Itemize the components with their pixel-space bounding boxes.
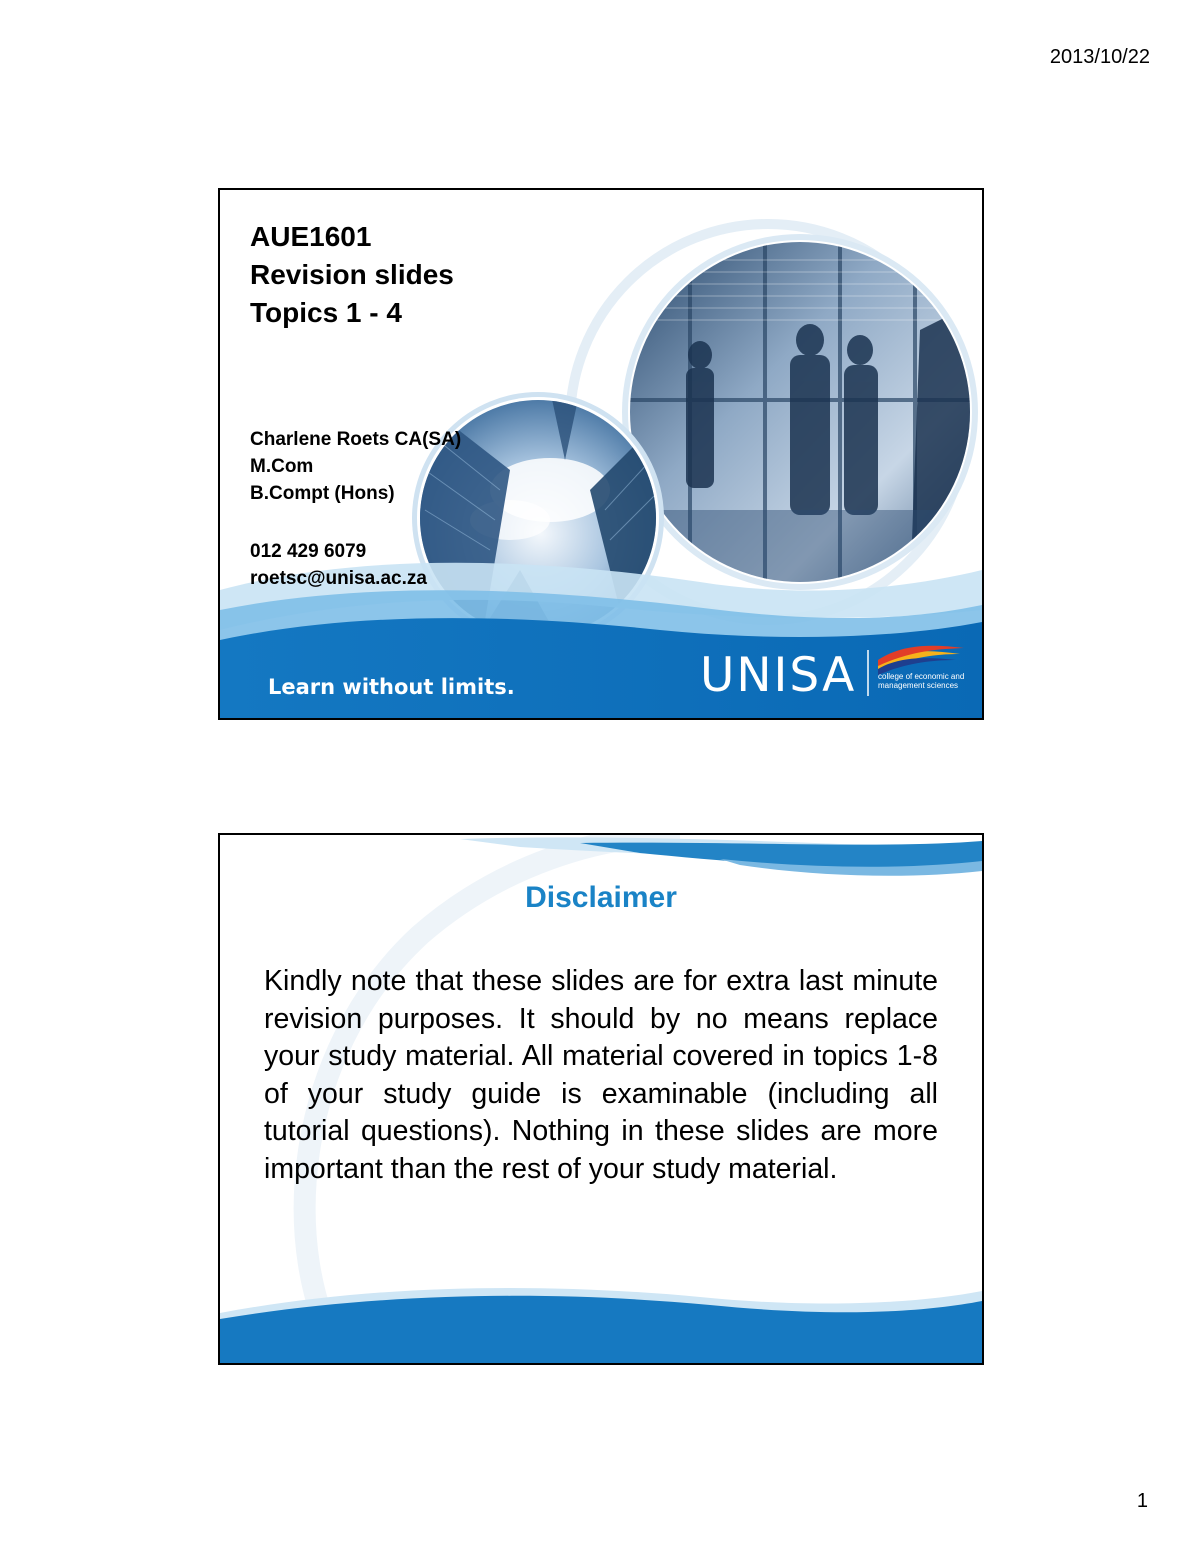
author-block [250,426,461,507]
course-code: AUE1601 [250,221,372,252]
email-address: roetsc@unisa.ac.za [250,568,427,589]
author-degree-1: M.Com [250,456,314,477]
tagline: Learn without limits. [268,675,515,699]
disclaimer-heading: Disclaimer [525,881,677,914]
slide-subtitle: Revision slides [250,259,454,290]
topics-range: Topics 1 - 4 [250,297,402,328]
author-degree-2: B.Compt (Hons) [250,483,395,504]
disclaimer-body: Kindly note that these slides are for extra last minute revision purposes. It should by no means replace your study material. All material covered in topics 1-8 of your study guide is examinable (including all tutorial questions). Nothing in these slides are more important than the rest of your study material. [264,965,938,1185]
title-slide [218,188,984,720]
slide-title [250,218,454,332]
unisa-logo: UNISA [700,648,857,703]
disclaimer-slide [218,833,984,1365]
author-name: Charlene Roets CA(SA) [250,429,462,450]
contact-block [250,538,427,592]
page-number: 1 [1136,1490,1148,1512]
college-name: college of economic and management sciences [878,672,965,690]
phone-number: 012 429 6079 [250,541,367,562]
page-date: 2013/10/22 [1049,46,1150,68]
